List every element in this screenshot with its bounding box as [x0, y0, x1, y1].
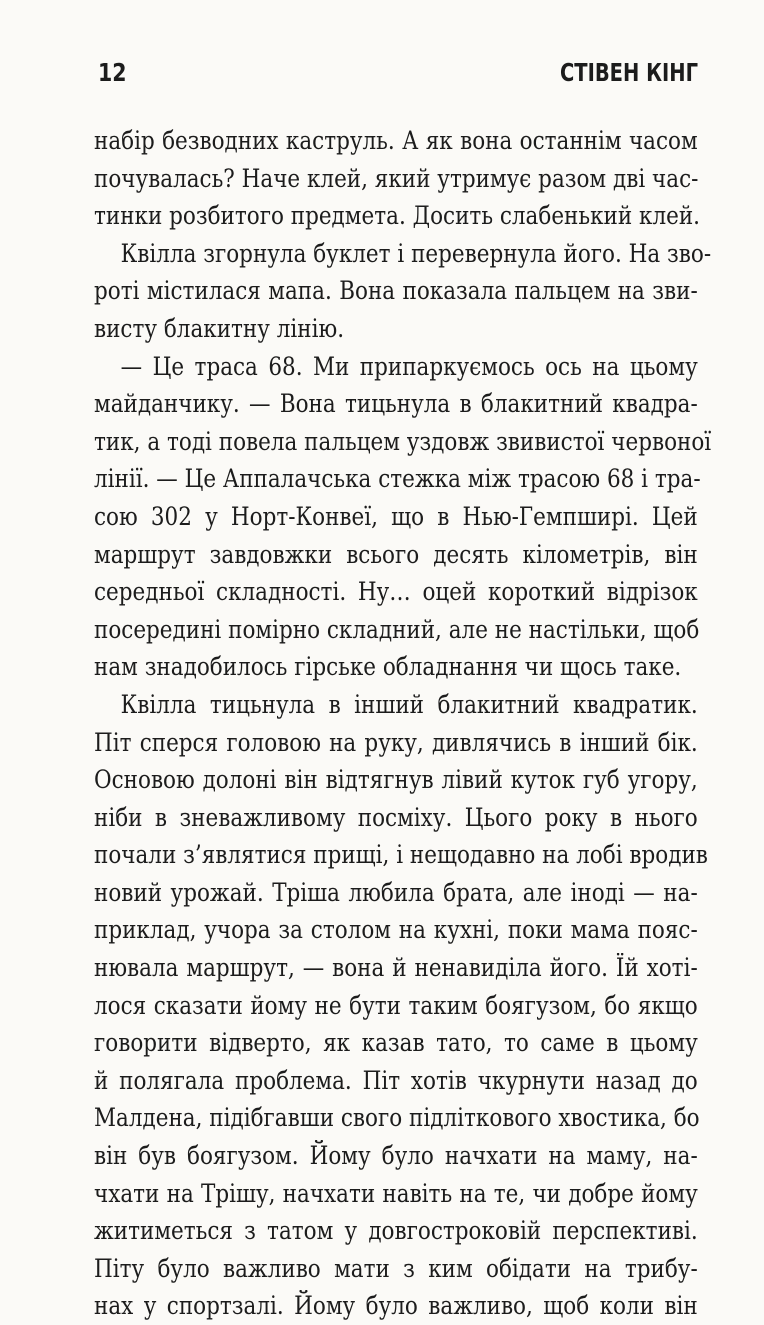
- text-line: Основою долоні він відтягнув лівий куток губ угору,: [94, 765, 698, 795]
- text-line: й полягала проблема. Піт хотів чкурнути назад до: [94, 1065, 698, 1095]
- text-line: лінії. — Це Аппалачська стежка між трасою 68 і тра-: [94, 464, 701, 494]
- text-line: роті містилася мапа. Вона показала пальцем на зви-: [94, 276, 698, 306]
- text-line: Малдена, підібгавши свого підліткового хвостика, бо: [94, 1103, 700, 1133]
- text-line: почувалась? Наче клей, який утримує разом дві час-: [94, 163, 699, 193]
- body-text: [94, 122, 712, 1325]
- text-line: середньої складності. Ну… оцей короткий відрізок: [94, 577, 698, 607]
- text-line: посередині помірно складний, але не настільки, щоб: [94, 614, 700, 644]
- text-line: почали з’являтися прищі, і нещодавно на лобі вродив: [94, 840, 708, 870]
- text-line: новий урожай. Тріша любила брата, але іноді — на-: [94, 877, 698, 907]
- text-line: нах у спортзалі. Йому було важливо, щоб коли він: [94, 1291, 698, 1321]
- text-line: Піт сперся головою на руку, дивлячись в інший бік.: [94, 727, 698, 757]
- text-line: маршрут завдовжки всього десять кілометрів, він: [94, 539, 698, 569]
- text-line: набір безводних каструль. А як вона останнім часом: [94, 126, 698, 155]
- page-number: 12: [98, 58, 127, 87]
- text-line: — Це траса 68. Ми припаркуємось ось на цьому: [120, 351, 698, 381]
- text-line: Квілла згорнула буклет і перевернула його. На зво-: [120, 238, 712, 268]
- text-line: нам знадобилось гірське обладнання чи щось таке.: [94, 652, 682, 682]
- running-title: СТІВЕН КІНГ: [559, 58, 698, 87]
- text-line: ніби в зневажливому посміху. Цього року в нього: [94, 802, 698, 832]
- text-line: чхати на Трішу, начхати навіть на те, чи добре йому: [94, 1178, 698, 1208]
- text-line: житиметься з татом у довгостроковій перспективі.: [94, 1216, 698, 1246]
- text-line: висту блакитну лінію.: [94, 313, 345, 343]
- text-line: тинки розбитого предмета. Досить слабенький клей.: [94, 201, 700, 231]
- page-header: [98, 58, 698, 92]
- text-line: говорити відверто, як казав тато, то саме в цьому: [94, 1028, 698, 1058]
- text-line: Піту було важливо мати з ким обідати на трибу-: [94, 1253, 698, 1283]
- text-line: Квілла тицьнула в інший блакитний квадратик.: [120, 689, 698, 719]
- text-line: лося сказати йому не бути таким боягузом, бо якщо: [94, 990, 698, 1020]
- text-line: тик, а тоді повела пальцем уздовж звивистої червоної: [94, 426, 712, 456]
- text-line: майданчику. — Вона тицьнула в блакитний квадра-: [94, 389, 698, 419]
- text-line: сою 302 у Норт-Конвеї, що в Нью-Гемпширі. Цей: [94, 501, 698, 531]
- text-line: нювала маршрут, — вона й ненавиділа його. Їй хоті-: [94, 953, 698, 983]
- text-line: він був боягузом. Йому було начхати на маму, на-: [94, 1141, 698, 1171]
- text-line: приклад, учора за столом на кухні, поки мама пояс-: [94, 915, 698, 945]
